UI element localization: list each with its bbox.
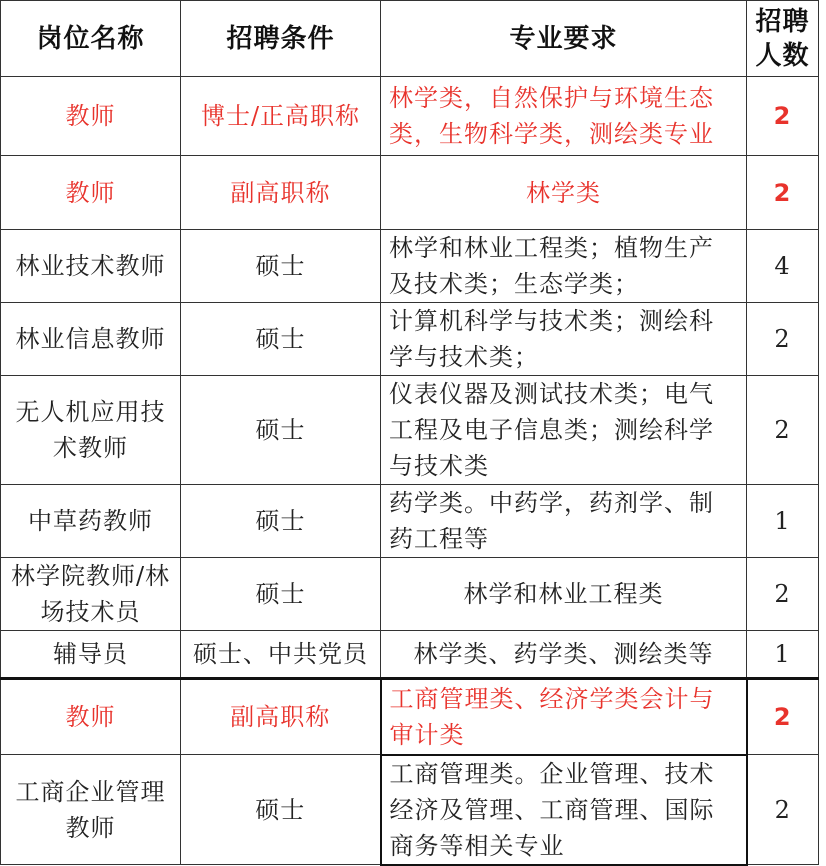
header-count (747, 1, 819, 77)
count-cell: 2 (747, 376, 819, 485)
position-cell: 教师 (1, 156, 181, 230)
condition-cell: 硕士、中共党员 (181, 631, 381, 679)
position-cell: 工商企业管理教师 (1, 755, 181, 865)
major-cell: 林学类，自然保护与环境生态类，生物科学类，测绘类专业 (381, 77, 747, 156)
position-cell: 教师 (1, 77, 181, 156)
major-cell: 计算机科学与技术类；测绘科学与技术类； (381, 303, 747, 376)
major-cell: 工商管理类、经济学类会计与审计类 (381, 679, 747, 755)
table-row (1, 77, 819, 156)
major-cell: 林学类 (381, 156, 747, 230)
condition-cell: 硕士 (181, 230, 381, 303)
table-row (1, 303, 819, 376)
major-cell: 仪表仪器及测试技术类；电气工程及电子信息类；测绘科学与技术类 (381, 376, 747, 485)
position-cell: 林业信息教师 (1, 303, 181, 376)
position-cell: 教师 (1, 679, 181, 755)
condition-cell: 博士/正高职称 (181, 77, 381, 156)
count-cell: 2 (747, 558, 819, 631)
table-row (1, 376, 819, 485)
major-cell: 药学类。中药学，药剂学、制药工程等 (381, 485, 747, 558)
table-row (1, 230, 819, 303)
count-cell: 2 (747, 303, 819, 376)
header-position: 岗位名称 (1, 1, 181, 77)
position-cell: 无人机应用技术教师 (1, 376, 181, 485)
position-cell: 中草药教师 (1, 485, 181, 558)
major-cell: 林学和林业工程类；植物生产及技术类；生态学类； (381, 230, 747, 303)
condition-cell: 硕士 (181, 376, 381, 485)
header-count-line2: 人数 (755, 40, 810, 71)
table-row (1, 558, 819, 631)
condition-cell: 硕士 (181, 558, 381, 631)
count-cell: 2 (747, 755, 819, 865)
major-cell: 工商管理类。企业管理、技术经济及管理、工商管理、国际商务等相关专业 (381, 755, 747, 865)
major-cell: 林学和林业工程类 (381, 558, 747, 631)
condition-cell: 硕士 (181, 303, 381, 376)
header-count-line1: 招聘 (755, 6, 810, 37)
count-cell: 1 (747, 485, 819, 558)
table-row (1, 485, 819, 558)
position-cell: 林学院教师/林场技术员 (1, 558, 181, 631)
condition-cell: 硕士 (181, 485, 381, 558)
table-row (1, 156, 819, 230)
table-row (1, 631, 819, 679)
condition-cell: 副高职称 (181, 679, 381, 755)
count-cell: 4 (747, 230, 819, 303)
position-cell: 林业技术教师 (1, 230, 181, 303)
count-cell: 2 (747, 679, 819, 755)
count-cell: 2 (747, 156, 819, 230)
count-cell: 1 (747, 631, 819, 679)
count-cell: 2 (747, 77, 819, 156)
header-row (1, 1, 819, 77)
table-row (1, 755, 819, 865)
condition-cell: 硕士 (181, 755, 381, 865)
major-cell: 林学类、药学类、测绘类等 (381, 631, 747, 679)
header-major: 专业要求 (381, 1, 747, 77)
condition-cell: 副高职称 (181, 156, 381, 230)
position-cell: 辅导员 (1, 631, 181, 679)
header-condition: 招聘条件 (181, 1, 381, 77)
table-row (1, 679, 819, 755)
